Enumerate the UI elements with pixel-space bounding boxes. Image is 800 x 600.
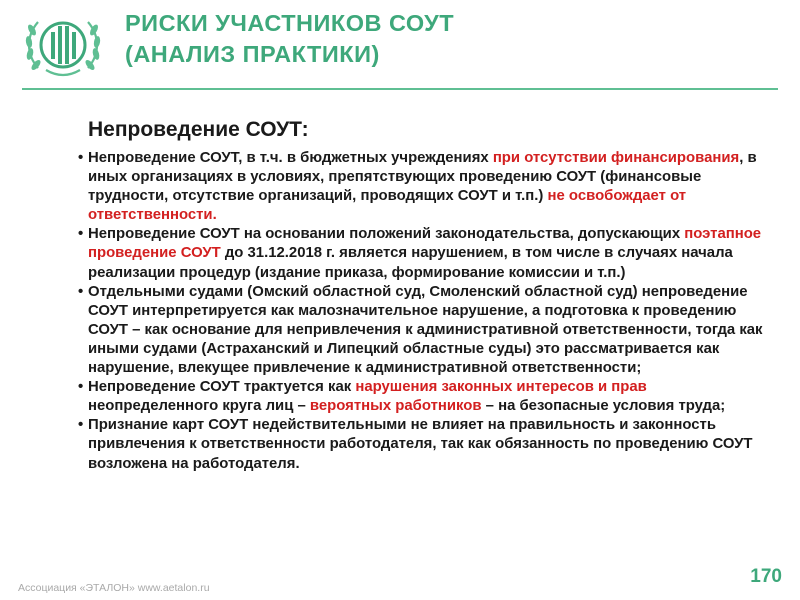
footer-text: Ассоциация «ЭТАЛОН» www.aetalon.ru xyxy=(18,582,210,594)
text-run: Признание карт СОУТ недействительными не влияет на правильность и законность привлечения к ответственности работодателя, так как обязанность по проведению СОУТ возложена на работодателя. xyxy=(88,417,753,472)
page-number: 170 xyxy=(750,566,782,587)
page-title xyxy=(125,8,454,70)
text-run: Непроведение СОУТ на основании положений законодательства, допускающих xyxy=(88,226,685,243)
bullet-marker: • xyxy=(78,283,84,300)
list-item-text xyxy=(88,378,778,416)
title-line-2: (АНАЛИЗ ПРАКТИКИ) xyxy=(125,41,380,67)
title-line-1: РИСКИ УЧАСТНИКОВ СОУТ xyxy=(125,10,455,36)
list-item-text xyxy=(88,225,778,282)
list-item xyxy=(78,378,778,416)
list-item xyxy=(78,416,778,473)
highlighted-text: не освобождает от ответственности. xyxy=(88,188,687,224)
bullet-marker: • xyxy=(78,417,84,434)
highlighted-text: нарушения законных интересов и прав xyxy=(355,379,647,396)
bullet-list xyxy=(78,149,778,474)
bullet-marker: • xyxy=(78,379,84,396)
text-run: Отдельными судами (Омский областной суд, Смоленский областной суд) непроведение СОУТ интерпретируется как малозначительное нарушение, а подготовка к проведению СОУТ – как основание для непривлечения к административной ответственности, тогда как иными судами (Астраханский и Липецкий областные суды) это рассматривается как нарушение, влекущее привлечение к административной ответственности; xyxy=(88,283,763,377)
text-run: неопределенного круга лиц – xyxy=(88,398,310,415)
highlighted-text: поэтапное проведение СОУТ xyxy=(88,226,762,262)
list-item xyxy=(78,283,778,378)
text-run: Непроведение СОУТ трактуется как xyxy=(88,379,356,396)
highlighted-text: вероятных работников xyxy=(309,398,482,415)
list-item xyxy=(78,225,778,282)
text-run: , в иных организациях в условиях, препятствующих проведению СОУТ (финансовые трудности, отсутствие организаций, проводящих СОУТ и т.п.) xyxy=(88,150,757,205)
association-logo-icon xyxy=(22,10,104,82)
text-run: Непроведение СОУТ, в т.ч. в бюджетных учреждениях xyxy=(88,150,493,166)
list-item xyxy=(78,149,778,225)
text-run: – на безопасные условия труда; xyxy=(481,398,726,415)
header-divider xyxy=(22,88,778,90)
text-run: до 31.12.2018 г. является нарушением, в том числе в случаях начала реализации процедур (издание приказа, формирование комиссии и т.п.) xyxy=(88,245,733,281)
list-item-text xyxy=(88,416,778,473)
list-item-text xyxy=(88,149,778,225)
list-item-text xyxy=(88,283,778,378)
bullet-marker: • xyxy=(78,150,84,166)
bullet-marker: • xyxy=(78,226,84,243)
highlighted-text: при отсутствии финансирования xyxy=(492,150,740,166)
section-heading: Непроведение СОУТ: xyxy=(88,118,309,141)
